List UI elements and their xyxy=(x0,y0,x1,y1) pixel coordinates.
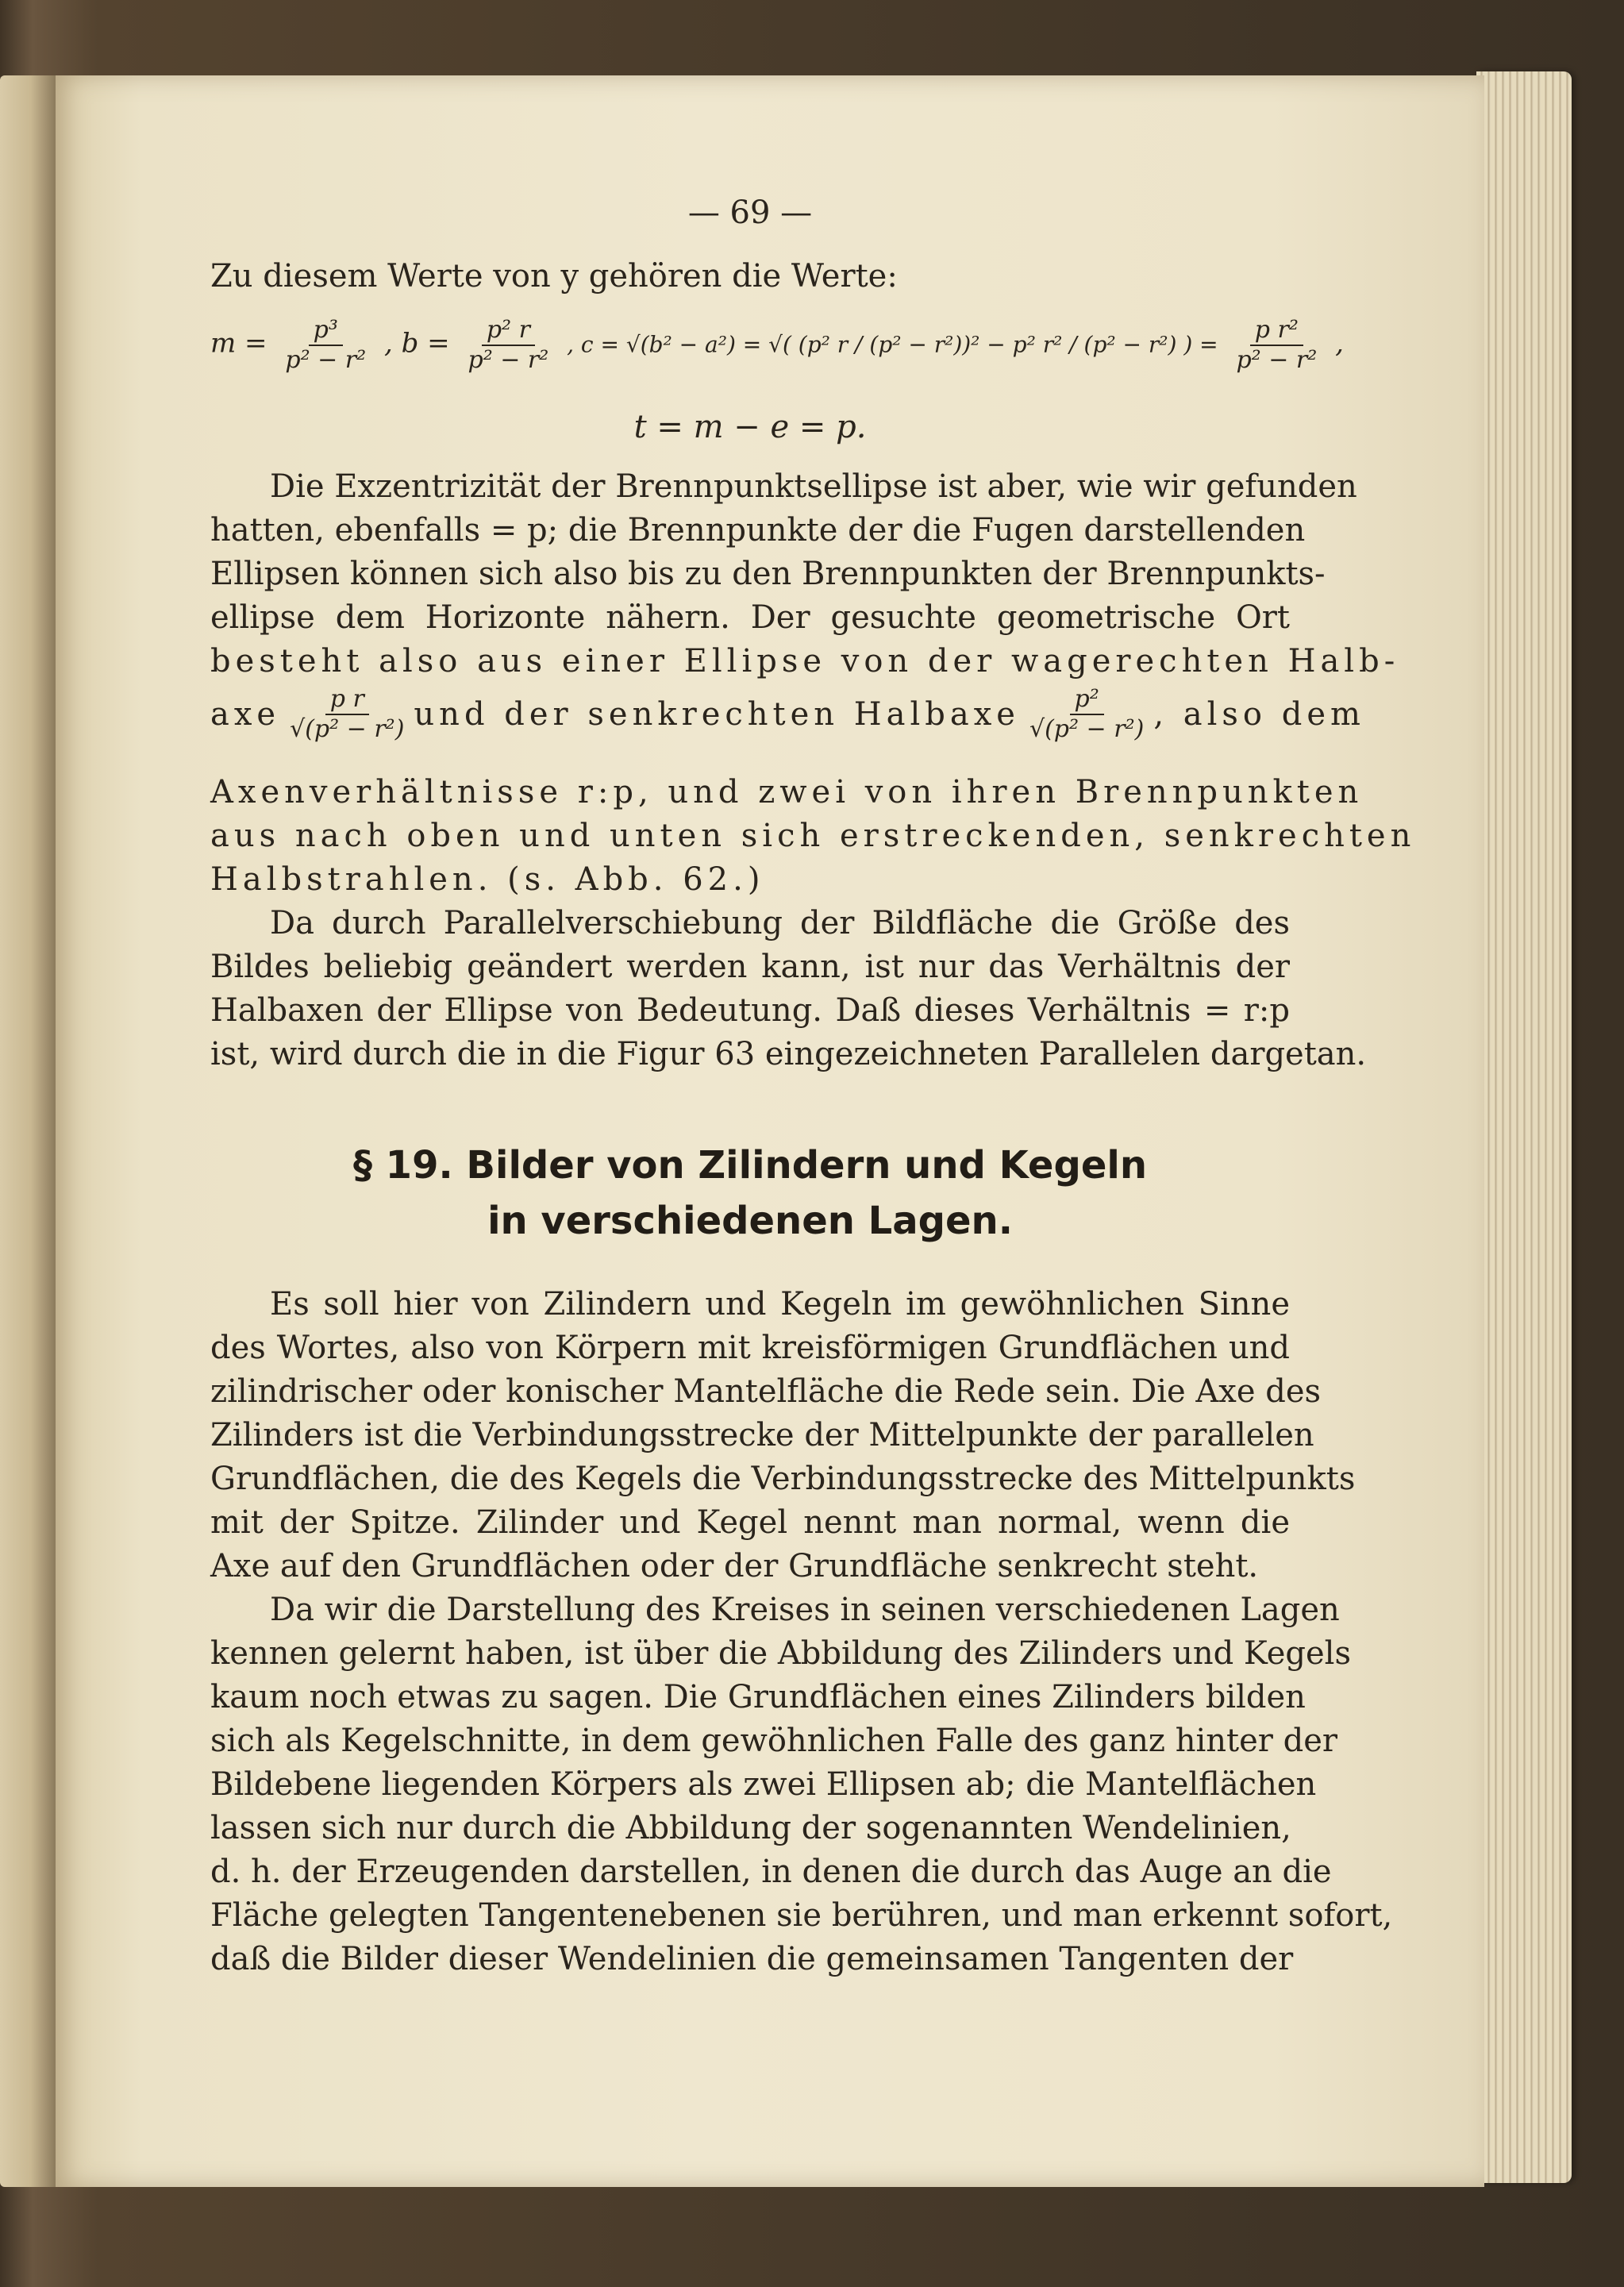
equation-mbc xyxy=(210,316,1344,374)
eq-c-numerator: p r² xyxy=(1250,318,1303,346)
para1-line-7: aus nach oben und unten sich erstreckenden, senkrechten xyxy=(210,818,1416,854)
eq-m-lhs: m = xyxy=(210,327,267,360)
para2-line-3: Halbaxen der Ellipse von Bedeutung. Daß dieses Verhältnis = r:p xyxy=(210,992,1290,1029)
axe2-fraction xyxy=(1025,687,1149,741)
para2-line-1: Da durch Parallelverschiebung der Bildfläche die Größe des xyxy=(270,905,1290,941)
axe1-fraction xyxy=(285,687,409,741)
eq-b-fraction xyxy=(463,318,553,372)
para4-line-4: sich als Kegelschnitte, in dem gewöhnlichen Falle des ganz hinter der xyxy=(210,1723,1338,1759)
section-heading-line-1: § 19. Bilder von Zilindern und Kegeln xyxy=(352,1143,1148,1188)
para4-line-6: lassen sich nur durch die Abbildung der sogenannten Wendelinien, xyxy=(210,1810,1291,1846)
facing-page-edge xyxy=(0,75,56,2187)
para4-line-8: Fläche gelegten Tangentenebenen sie berühren, und man erkennt sofort, xyxy=(210,1897,1393,1934)
equation-t: t = m − e = p. xyxy=(633,409,867,445)
para4-line-7: d. h. der Erzeugenden darstellen, in denen die durch das Auge an die xyxy=(210,1854,1332,1890)
para3-line-5: Grundflächen, die des Kegels die Verbindungsstrecke des Mittelpunkts xyxy=(210,1461,1356,1497)
para4-line-3: kaum noch etwas zu sagen. Die Grundflächen eines Zilinders bilden xyxy=(210,1679,1306,1715)
axe1-numerator: p r xyxy=(325,687,369,715)
eq-b-lhs: , b = xyxy=(383,327,450,360)
book-page xyxy=(56,75,1484,2187)
para4-line-1: Da wir die Darstellung des Kreises in seinen verschiedenen Lagen xyxy=(270,1592,1340,1628)
para3-line-2: des Wortes, also von Körpern mit kreisförmigen Grundflächen und xyxy=(210,1330,1290,1366)
para3-line-7: Axe auf den Grundflächen oder der Grundfläche senkrecht steht. xyxy=(210,1548,1259,1584)
eq-m-denominator: p² − r² xyxy=(285,345,367,374)
para1-line-2: hatten, ebenfalls = p; die Brennpunkte der die Fugen darstellenden xyxy=(210,512,1306,549)
axe-label: axe xyxy=(210,695,281,733)
para4-line-9: daß die Bilder dieser Wendelinien die gemeinsamen Tangenten der xyxy=(210,1941,1294,1977)
para2-line-2: Bildes beliebig geändert werden kann, ist nur das Verhältnis der xyxy=(210,949,1290,985)
eq-c-end: , xyxy=(1335,327,1344,360)
section-heading-line-2: in verschiedenen Lagen. xyxy=(487,1199,1013,1243)
para3-line-6: mit der Spitze. Zilinder und Kegel nennt man normal, wenn die xyxy=(210,1504,1290,1541)
para1-line-3: Ellipsen können sich also bis zu den Brennpunkten der Brennpunkts- xyxy=(210,556,1326,592)
eq-m-numerator: p³ xyxy=(309,318,343,346)
para1-line-8: Halbstrahlen. (s. Abb. 62.) xyxy=(210,861,765,898)
para3-line-1: Es soll hier von Zilindern und Kegeln im gewöhnlichen Sinne xyxy=(270,1286,1290,1323)
eq-c-fraction xyxy=(1231,318,1322,372)
para4-line-5: Bildebene liegenden Körpers als zwei Ellipsen ab; die Mantelflächen xyxy=(210,1766,1317,1803)
eq-b-denominator: p² − r² xyxy=(468,345,549,374)
para1-line-1: Die Exzentrizität der Brennpunktsellipse ist aber, wie wir gefunden xyxy=(270,468,1357,505)
eq-c-denominator: p² − r² xyxy=(1236,345,1318,374)
axe-mid-text: und der senkrechten Halbaxe xyxy=(414,695,1020,733)
para1-line-6: Axenverhältnisse r:p, und zwei von ihren Brennpunkten xyxy=(210,774,1364,810)
axe2-numerator: p² xyxy=(1070,687,1104,715)
axe2-denominator: √(p² − r²) xyxy=(1029,714,1145,743)
para1-line-4: ellipse dem Horizonte nähern. Der gesuchte geometrische Ort xyxy=(210,599,1290,636)
para3-line-3: zilindrischer oder konischer Mantelfläche die Rede sein. Die Axe des xyxy=(210,1373,1322,1410)
axe1-denominator: √(p² − r²) xyxy=(290,714,405,743)
axe-end-text: , also dem xyxy=(1153,695,1365,733)
para1-line-5: besteht also aus einer Ellipse von der wagerechten Halb- xyxy=(210,643,1400,680)
eq-b-numerator: p² r xyxy=(482,318,535,346)
eq-m-fraction xyxy=(280,318,371,372)
eq-c-lhs: , c = √(b² − a²) = √( (p² r / (p² − r²))² − p² r² / (p² − r²) ) = xyxy=(567,331,1218,358)
page-number: — 69 — xyxy=(687,194,813,231)
axe-line xyxy=(210,685,1365,743)
para3-line-4: Zilinders ist die Verbindungsstrecke der Mittelpunkte der parallelen xyxy=(210,1417,1314,1453)
intro-line: Zu diesem Werte von y gehören die Werte: xyxy=(210,258,898,295)
page-stack-edges xyxy=(1476,71,1572,2183)
para2-line-4: ist, wird durch die in die Figur 63 eingezeichneten Parallelen dargetan. xyxy=(210,1036,1367,1072)
para4-line-2: kennen gelernt haben, ist über die Abbildung des Zilinders und Kegels xyxy=(210,1635,1351,1672)
